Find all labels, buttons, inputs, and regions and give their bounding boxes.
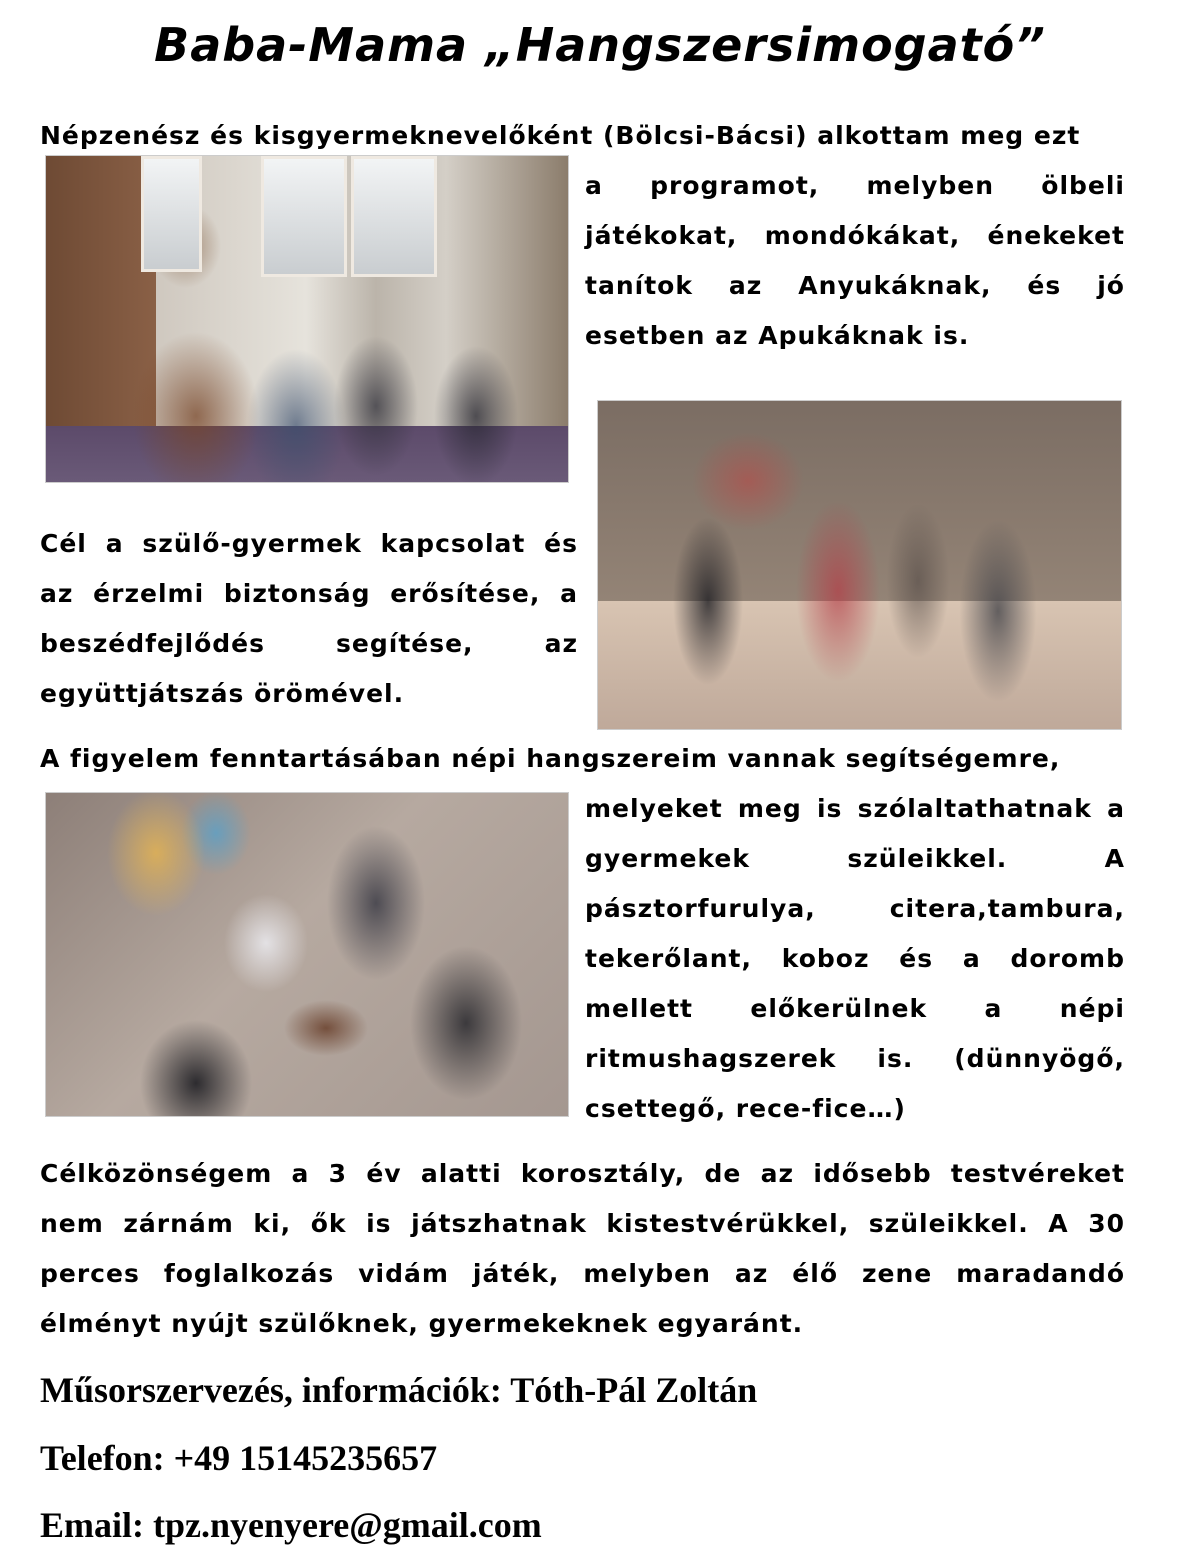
text-line: tanítok az Anyukáknak, és jó [585,271,1125,300]
text-line: melyeket meg is szólaltathatnak a [585,794,1125,823]
classroom-photo [45,155,569,483]
goal-paragraph [40,519,578,719]
text-line: beszédfejlődés segítése, az [40,629,578,658]
text-line: esetben az Apukáknak is. [585,321,970,350]
page-title: Baba-Mama „Hangszersimogató” [154,18,1046,72]
intro-line-1: Népzenész és kisgyermeknevelőként (Bölcsi-Bácsi) alkottam meg ezt [40,121,1081,150]
text-line: együttjátszás örömével. [40,679,405,708]
text-line: játékokat, mondókákat, énekeket [585,221,1125,250]
dancing-photo [597,400,1122,730]
text-line: csettegő, rece-fice…) [585,1094,906,1123]
instruments-paragraph [585,784,1125,1134]
text-line: Célközönségem a 3 év alatti korosztály, de az idősebb testvéreket [40,1159,1125,1188]
email-line[interactable]: Email: tpz.nyenyere@gmail.com [40,1505,542,1545]
phone-line[interactable]: Telefon: +49 15145235657 [40,1438,438,1478]
text-line: Cél a szülő-gyermek kapcsolat és [40,529,578,558]
instruments-line-1: A figyelem fenntartásában népi hangszereim vannak segítségemre, [40,744,1061,773]
floor-play-photo [45,792,569,1117]
text-line: az érzelmi biztonság erősítése, a [40,579,578,608]
text-line: ritmushagszerek is. (dünnyögő, [585,1044,1125,1073]
text-line: nem zárnám ki, ők is játszhatnak kistestvérükkel, szüleikkel. A 30 [40,1209,1125,1238]
text-line: a programot, melyben ölbeli [585,171,1125,200]
text-line: mellett előkerülnek a népi [585,994,1125,1023]
intro-paragraph [585,161,1125,361]
text-line: tekerőlant, koboz és a doromb [585,944,1125,973]
text-line: perces foglalkozás vidám játék, melyben az élő zene maradandó [40,1259,1125,1288]
text-line: gyermekek szüleikkel. A [585,844,1125,873]
audience-paragraph [40,1149,1125,1349]
text-line: pásztorfurulya, citera,tambura, [585,894,1125,923]
organizer-line: Műsorszervezés, információk: Tóth-Pál Zoltán [40,1370,758,1410]
text-line: élményt nyújt szülőknek, gyermekeknek egyaránt. [40,1309,804,1338]
